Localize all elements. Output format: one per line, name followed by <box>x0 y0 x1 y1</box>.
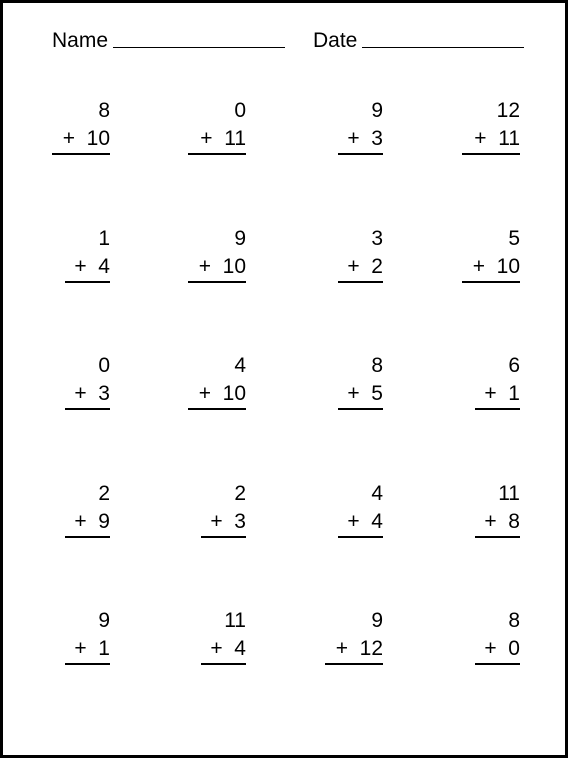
date-blank-line[interactable] <box>362 47 524 48</box>
answer-line <box>65 663 110 665</box>
answer-line <box>338 536 383 538</box>
addend-bottom: + 1 <box>484 382 520 405</box>
addend-top: 11 <box>498 482 520 505</box>
addition-problem <box>30 354 110 414</box>
addition-problem <box>440 609 520 669</box>
addend-bottom: + 3 <box>347 127 383 150</box>
addend-top: 1 <box>98 227 110 250</box>
addition-problem <box>303 99 383 159</box>
addend-bottom: + 10 <box>198 255 246 278</box>
answer-line <box>52 153 110 155</box>
addition-problem <box>166 482 246 542</box>
addend-bottom: + 4 <box>74 255 110 278</box>
addend-top: 9 <box>234 227 246 250</box>
addend-top: 3 <box>371 227 383 250</box>
addend-top: 9 <box>371 609 383 632</box>
addend-bottom: + 9 <box>74 510 110 533</box>
addend-top: 8 <box>98 99 110 122</box>
addend-bottom: + 3 <box>210 510 246 533</box>
addend-bottom: + 0 <box>484 637 520 660</box>
addition-problem <box>303 227 383 287</box>
date-field[interactable] <box>313 27 524 53</box>
addend-top: 8 <box>371 354 383 377</box>
addend-top: 2 <box>98 482 110 505</box>
addend-top: 5 <box>508 227 520 250</box>
answer-line <box>65 281 110 283</box>
answer-line <box>325 663 383 665</box>
addend-bottom: + 11 <box>474 127 520 150</box>
addend-top: 4 <box>234 354 246 377</box>
answer-line <box>188 153 246 155</box>
addition-problem <box>303 609 383 669</box>
answer-line <box>475 408 520 410</box>
addend-bottom: + 4 <box>347 510 383 533</box>
addend-bottom: + 3 <box>74 382 110 405</box>
addend-top: 11 <box>224 609 246 632</box>
addend-bottom: + 10 <box>62 127 110 150</box>
addition-problem <box>440 482 520 542</box>
answer-line <box>475 536 520 538</box>
answer-line <box>462 153 520 155</box>
answer-line <box>462 281 520 283</box>
addend-top: 9 <box>371 99 383 122</box>
addend-bottom: + 4 <box>210 637 246 660</box>
answer-line <box>188 281 246 283</box>
answer-line <box>65 536 110 538</box>
addend-top: 2 <box>234 482 246 505</box>
addition-problem <box>166 227 246 287</box>
name-field[interactable] <box>52 27 285 53</box>
date-label: Date <box>313 29 358 52</box>
worksheet <box>3 3 565 755</box>
addend-top: 12 <box>496 99 520 122</box>
addition-problem <box>303 354 383 414</box>
addition-problem <box>440 227 520 287</box>
addend-bottom: + 10 <box>198 382 246 405</box>
addend-bottom: + 10 <box>472 255 520 278</box>
addition-problem <box>440 99 520 159</box>
addition-problem <box>30 482 110 542</box>
name-blank-line[interactable] <box>113 47 285 48</box>
addend-bottom: + 2 <box>347 255 383 278</box>
addition-problem <box>166 99 246 159</box>
answer-line <box>201 663 246 665</box>
addition-problem <box>303 482 383 542</box>
addend-bottom: + 8 <box>484 510 520 533</box>
addition-problem <box>440 354 520 414</box>
addend-bottom: + 5 <box>347 382 383 405</box>
addend-top: 0 <box>98 354 110 377</box>
addend-top: 4 <box>371 482 383 505</box>
addend-bottom: + 11 <box>200 127 246 150</box>
addition-problem <box>166 609 246 669</box>
addend-top: 0 <box>234 99 246 122</box>
answer-line <box>338 281 383 283</box>
addition-problem <box>166 354 246 414</box>
answer-line <box>201 536 246 538</box>
answer-line <box>338 408 383 410</box>
addition-problem <box>30 227 110 287</box>
addend-top: 8 <box>508 609 520 632</box>
addend-top: 6 <box>508 354 520 377</box>
answer-line <box>65 408 110 410</box>
answer-line <box>475 663 520 665</box>
addition-problem <box>30 99 110 159</box>
addition-problem <box>30 609 110 669</box>
name-label: Name <box>52 29 109 52</box>
addend-bottom: + 12 <box>335 637 383 660</box>
addend-bottom: + 1 <box>74 637 110 660</box>
answer-line <box>338 153 383 155</box>
addend-top: 9 <box>98 609 110 632</box>
answer-line <box>188 408 246 410</box>
